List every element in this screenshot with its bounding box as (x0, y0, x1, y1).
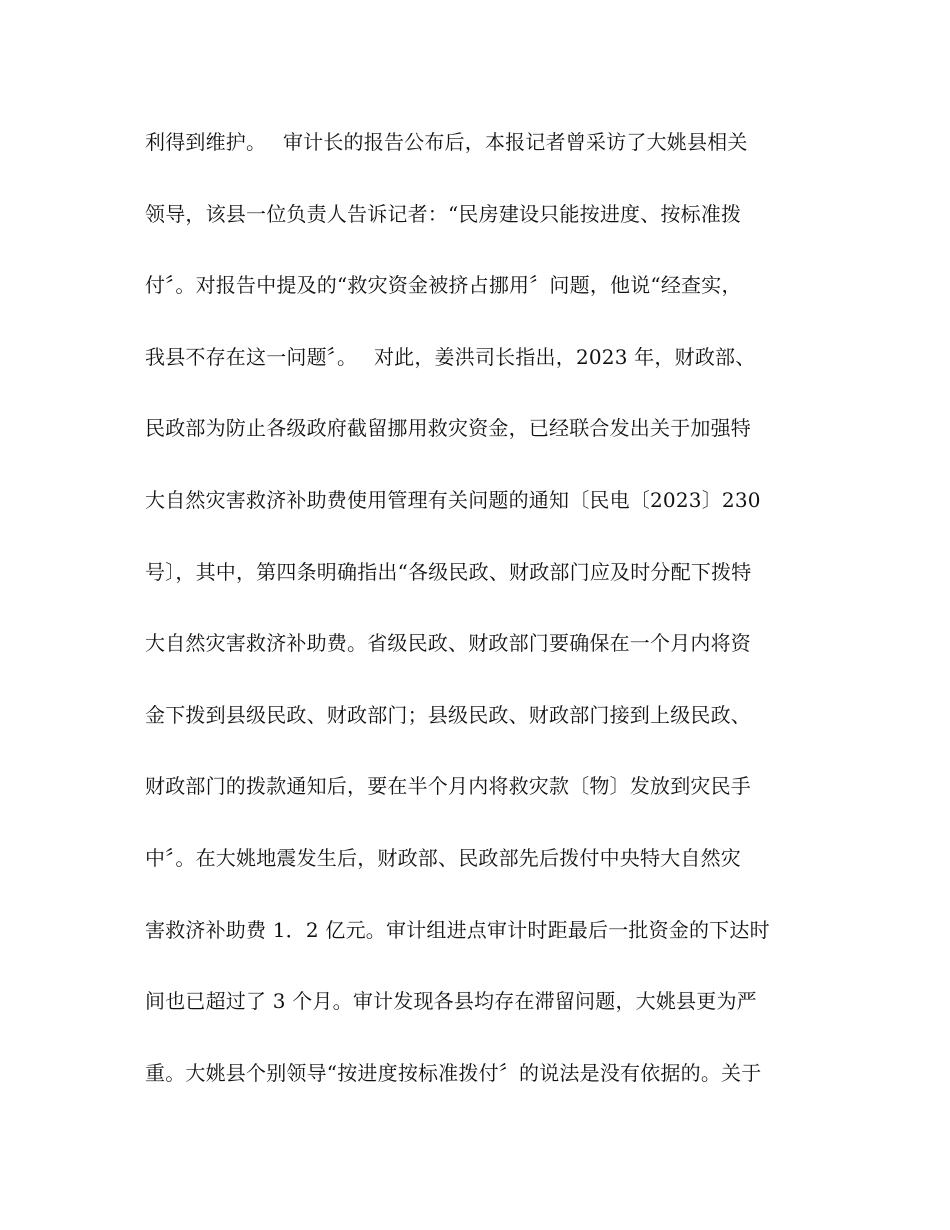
text-line-13: 间也已超过了 3 个月。审计发现各县均存在滞留问题，大姚县更为严 (145, 989, 757, 1014)
text-line-10: 财政部门的拨款通知后，要在半个月内将救灾款〔物〕发放到灾民手 (145, 774, 751, 799)
text-line-9: 金下拨到县级民政、财政部门；县级民政、财政部门接到上级民政、 (145, 702, 751, 727)
text-line-4: 我县不存在这一问题〞。 对此，姜洪司长指出，2023 年，财政部、 (145, 344, 756, 369)
text-line-8: 大自然灾害救济补助费。省级民政、财政部门要确保在一个月内将资 (145, 631, 751, 656)
text-line-3: 付〞。对报告中提及的“救灾资金被挤占挪用〞问题，他说“经查实， (145, 273, 742, 298)
text-line-6: 大自然灾害救济补助费使用管理有关问题的通知〔民电〔2023〕230 (145, 487, 761, 512)
text-line-5: 民政部为防止各级政府截留挪用救灾资金，已经联合发出关于加强特 (145, 416, 751, 441)
text-line-7: 号〕，其中，第四条明确指出“各级民政、财政部门应及时分配下拨特 (145, 559, 752, 584)
text-line-12: 害救济补助费 1．2 亿元。审计组进点审计时距最后一批资金的下达时 (145, 917, 770, 942)
text-line-11: 中〞。在大姚地震发生后，财政部、民政部先后拨付中央特大自然灾 (145, 845, 741, 870)
text-line-1: 利得到维护。 审计长的报告公布后，本报记者曾采访了大姚县相关 (145, 130, 748, 154)
body-text (145, 126, 815, 1128)
text-line-2: 领导，该县一位负责人告诉记者：“民房建设只能按进度、按标准拨 (145, 201, 742, 226)
text-line-14: 重。大姚县个别领导“按进度按标准拨付〞的说法是没有依据的。关于 (145, 1060, 762, 1085)
